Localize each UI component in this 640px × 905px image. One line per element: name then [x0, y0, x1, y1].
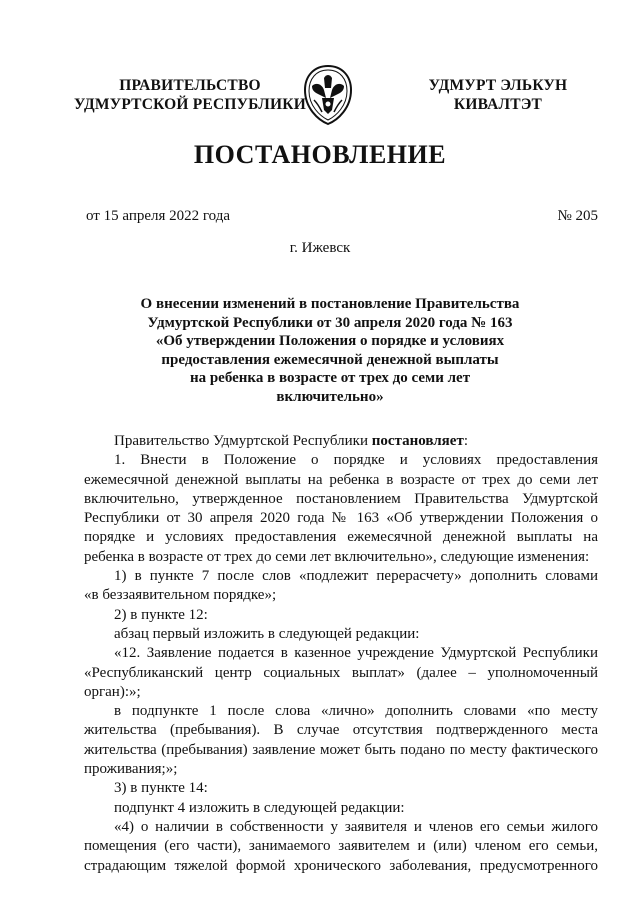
- letterhead-right-line1: УДМУРТ ЭЛЬКУН: [428, 77, 568, 94]
- paragraph-1-line: включительно, утвержденное постановлением Правительства Удмуртской: [84, 490, 598, 507]
- document-meta: [86, 208, 598, 228]
- subject-line: О внесении изменений в постановление Правительства: [140, 296, 520, 312]
- document-number: № 205: [557, 208, 598, 224]
- paragraph-8: подпункт 4 изложить в следующей редакции:: [114, 799, 405, 816]
- letterhead-left-line2: УДМУРТСКОЙ РЕСПУБЛИКИ: [74, 96, 306, 113]
- subject-line: «Об утверждении Положения о порядке и условиях: [155, 333, 505, 350]
- document-subject: [120, 295, 540, 407]
- document-city: г. Ижевск: [289, 240, 351, 256]
- intro-paragraph: [84, 432, 598, 451]
- subject-line: на ребенка в возрасте от трех до семи лет: [189, 370, 471, 387]
- intro-decree-word: постановляет: [371, 433, 464, 449]
- subject-line: предоставления ежемесячной денежной выплаты: [161, 351, 499, 368]
- paragraph-9-line: помещения (его части), занимаемого заявителем и (или) членом его семьи,: [84, 838, 598, 855]
- paragraph-6-line: жительства (пребывания) заявление может быть подано по месту фактического: [84, 741, 598, 758]
- document-date: от 15 апреля 2022 года: [86, 208, 231, 224]
- letterhead-right: [398, 76, 598, 114]
- document-body: [84, 432, 598, 876]
- paragraph-1-line: порядке и условиях предоставления ежемесячной денежной выплаты на: [84, 529, 598, 546]
- paragraph-5-line: «12. Заявление подается в казенное учреждение Удмуртской Республики: [114, 645, 598, 662]
- paragraph-4: абзац первый изложить в следующей редакции:: [114, 625, 420, 642]
- paragraph-6-line: жительства (пребывания). В случае отсутствия подтвержденного места: [84, 722, 598, 739]
- paragraph-1-line: ребенка в возрасте от трех до семи лет включительно», следующие изменения:: [84, 548, 590, 565]
- intro-text: Правительство Удмуртской Республики: [114, 433, 372, 449]
- paragraph-3: 2) в пункте 12:: [114, 606, 208, 623]
- letterhead-left: [60, 76, 320, 114]
- document-title: ПОСТАНОВЛЕНИЕ: [193, 140, 447, 169]
- paragraph-5-line: орган):»;: [84, 683, 141, 700]
- paragraph-1-line: ежемесячной денежной выплаты на ребенка в возрасте от трех до семи лет: [84, 471, 598, 488]
- paragraph-2-line: 1) в пункте 7 после слов «подлежит перерасчету» дополнить словами: [114, 568, 598, 585]
- letterhead-right-line2: КИВАЛТЭТ: [453, 96, 543, 113]
- paragraph-9-line: страдающим тяжелой формой хронического заболевания, предусмотренного: [84, 857, 598, 874]
- paragraph-1-line: Республики от 30 апреля 2020 года № 163 «Об утверждении Положения о: [84, 510, 598, 527]
- paragraph-1-line: 1. Внести в Положение о порядке и условиях предоставления: [114, 452, 598, 469]
- paragraph-6-line: проживания;»;: [84, 761, 178, 778]
- subject-line: включительно»: [276, 388, 384, 405]
- paragraph-6-line: в подпункте 1 после слова «лично» дополнить словами «по месту: [114, 703, 598, 720]
- letterhead-left-line1: ПРАВИТЕЛЬСТВО: [119, 77, 261, 94]
- intro-colon: :: [463, 433, 468, 449]
- paragraph-5-line: «Республиканский центр социальных выплат» (далее – уполномоченный: [84, 664, 598, 681]
- paragraph-9-line: «4) о наличии в собственности у заявителя и членов его семьи жилого: [114, 818, 598, 835]
- paragraph-7: 3) в пункте 14:: [114, 780, 208, 797]
- paragraph-2-line: «в беззаявительном порядке»;: [84, 587, 277, 604]
- subject-line: Удмуртской Республики от 30 апреля 2020 года № 163: [147, 314, 513, 331]
- udmurt-coat-of-arms-icon: [300, 64, 356, 126]
